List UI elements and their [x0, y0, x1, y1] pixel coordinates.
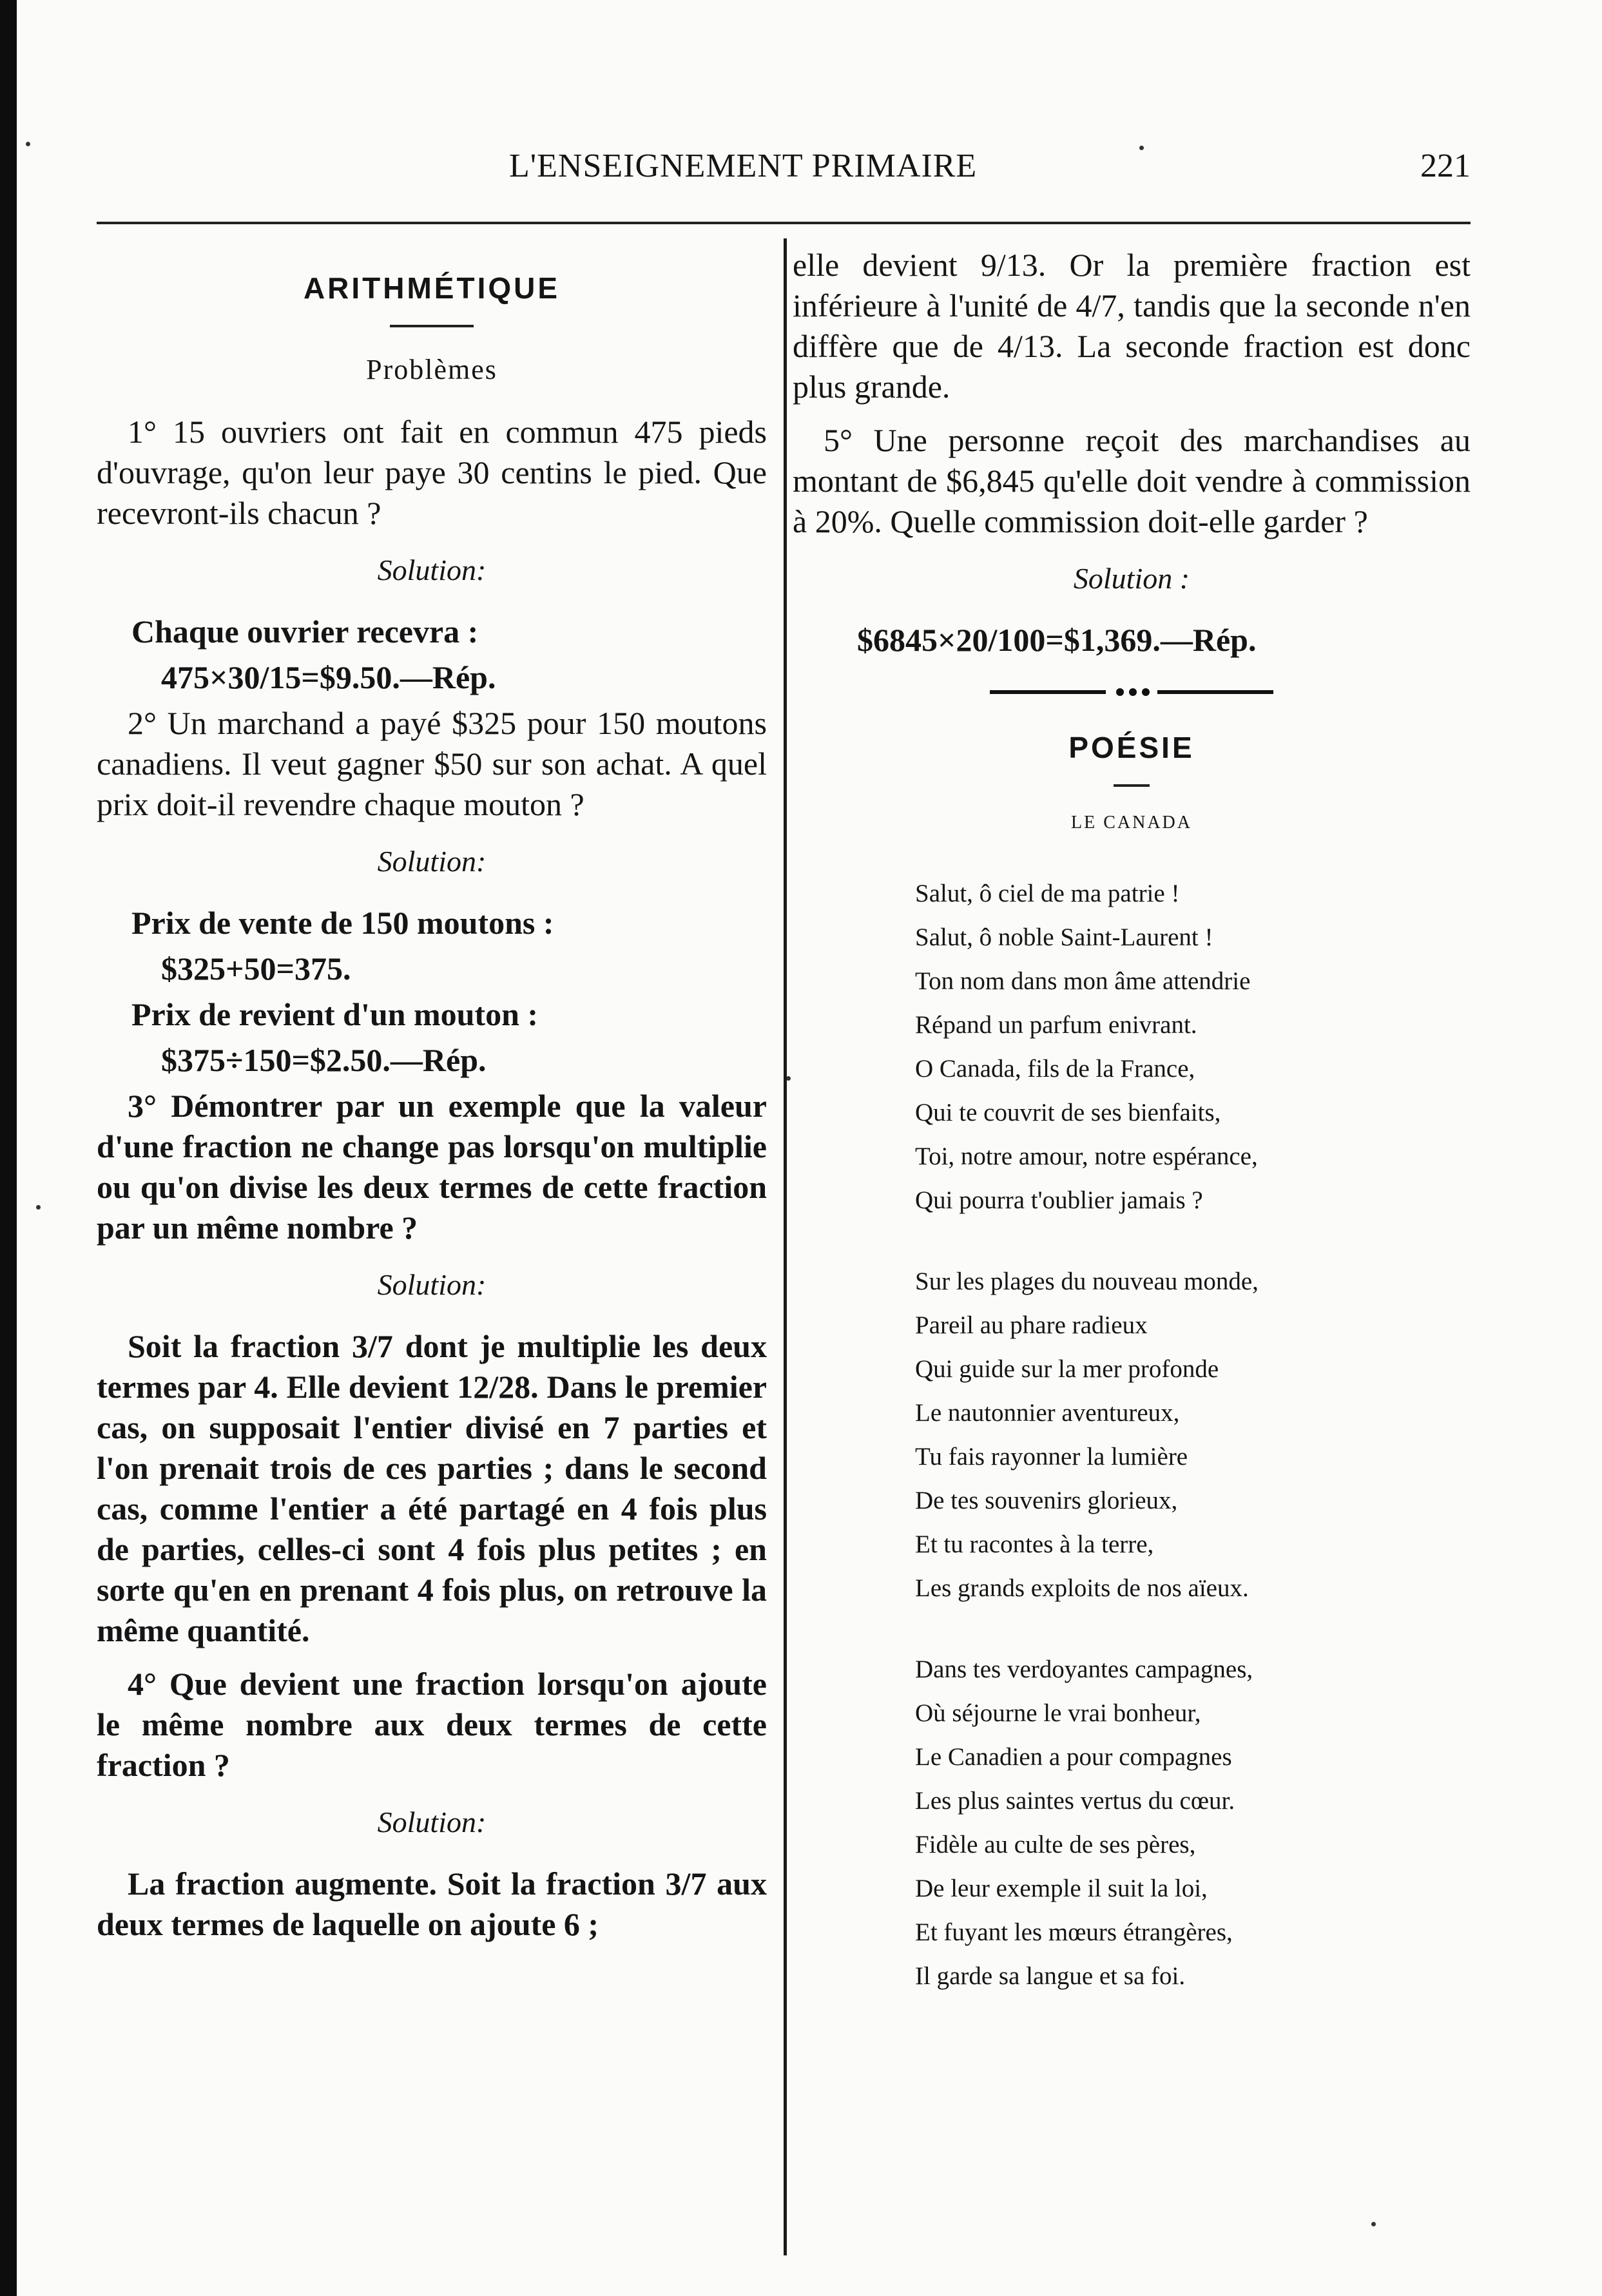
verse: Qui pourra t'oublier jamais ?	[915, 1186, 1203, 1214]
solution-2-line-1: Prix de vente de 150 moutons :	[131, 905, 554, 941]
verse: O Canada, fils de la France,	[915, 1055, 1195, 1083]
verse: Le Canadien a pour compagnes	[915, 1743, 1232, 1771]
print-speck	[1371, 2222, 1376, 2226]
verse: Qui te couvrit de ses bienfaits,	[915, 1099, 1221, 1126]
verse: De leur exemple il suit la loi,	[915, 1875, 1208, 1902]
verse: Ton nom dans mon âme attendrie	[915, 967, 1251, 995]
title-rule	[1114, 784, 1150, 787]
solution-3-label: Solution:	[377, 1268, 487, 1301]
solution-4-label: Solution:	[377, 1806, 487, 1838]
verse: De tes souvenirs glorieux,	[915, 1487, 1178, 1514]
verse: Qui guide sur la mer profonde	[915, 1355, 1219, 1383]
solution-2-label: Solution:	[377, 845, 487, 878]
verse: Et tu racontes à la terre,	[915, 1530, 1154, 1558]
page-number: 221	[1420, 148, 1471, 184]
print-speck	[36, 1205, 41, 1210]
poem-title: LE CANADA	[1071, 813, 1192, 833]
verse: Dans tes verdoyantes campagnes,	[915, 1655, 1253, 1683]
problem-3: 3° Démontrer par un exemple que la valeur d'une fraction ne change pas lorsqu'on multiplie ou qu'on divise les deux termes de cette fraction par un même nombre ?	[97, 1088, 767, 1246]
section-title-poesie: POÉSIE	[1068, 731, 1195, 764]
solution-3-text: Soit la fraction 3/7 dont je multiplie les deux termes par 4. Elle devient 12/28. Dans le premier cas, on supposait l'entier divisé en 7 parties et l'on prenait trois de ces parties ; dans le second cas, comme l'entier a été partagé en 4 fois plus de parties, celles-ci sont 4 fois plus petites ; en sorte qu'en en prenant 4 fois plus, on retrouve la même quantité.	[97, 1328, 767, 1648]
problem-1: 1° 15 ouvriers ont fait en commun 475 pieds d'ouvrage, qu'on leur paye 30 centins le pied. Que recevront-ils chacun ?	[97, 414, 767, 531]
print-speck	[26, 142, 30, 146]
solution-4-text: La fraction augmente. Soit la fraction 3/7 aux deux termes de laquelle on ajoute 6 ;	[97, 1866, 767, 1942]
verse: Il garde sa langue et sa foi.	[915, 1962, 1186, 1990]
page-header	[97, 147, 1471, 192]
verse: Répand un parfum enivrant.	[915, 1011, 1197, 1039]
left-column	[97, 245, 767, 1958]
verse: Sur les plages du nouveau monde,	[915, 1268, 1259, 1295]
solution-5-equation: $6845×20/100=$1,369.—Rép.	[857, 622, 1257, 658]
title-rule	[390, 325, 474, 327]
verse: Et fuyant les mœurs étrangères,	[915, 1918, 1233, 1946]
stanza-3	[915, 1648, 1471, 1998]
solution-1-text: Chaque ouvrier recevra :	[131, 613, 479, 650]
solution-1-equation: 475×30/15=$9.50.—Rép.	[161, 659, 496, 695]
verse: Salut, ô ciel de ma patrie !	[915, 880, 1180, 907]
verse: Toi, notre amour, notre espérance,	[915, 1143, 1258, 1170]
verse: Salut, ô noble Saint-Laurent !	[915, 923, 1213, 951]
right-column	[793, 245, 1471, 2036]
solution-2-line-2: Prix de revient d'un mouton :	[131, 996, 539, 1032]
problem-4: 4° Que devient une fraction lorsqu'on ajoute le même nombre aux deux termes de cette fraction ?	[97, 1666, 767, 1783]
page-binding-edge	[0, 0, 17, 2296]
verse: Où séjourne le vrai bonheur,	[915, 1699, 1201, 1727]
verse: Fidèle au culte de ses pères,	[915, 1831, 1196, 1858]
verse: Les plus saintes vertus du cœur.	[915, 1787, 1235, 1815]
verse: Pareil au phare radieux	[915, 1311, 1148, 1339]
solution-5-label: Solution :	[1073, 562, 1190, 595]
solution-2-equation-1: $325+50=375.	[161, 950, 351, 987]
stanza-1	[915, 872, 1471, 1222]
solution-1-label: Solution:	[377, 554, 487, 586]
section-title-arithmetique: ARITHMÉTIQUE	[303, 271, 561, 305]
verse: Tu fais rayonner la lumière	[915, 1443, 1188, 1471]
verse: Les grands exploits de nos aïeux.	[915, 1574, 1249, 1602]
column-divider	[784, 238, 787, 2255]
problem-5: 5° Une personne reçoit des marchandises au montant de $6,845 qu'elle doit vendre à commission à 20%. Quelle commission doit-elle garder ?	[793, 422, 1471, 539]
verse: Le nautonnier aventureux,	[915, 1399, 1180, 1427]
problem-2: 2° Un marchand a payé $325 pour 150 moutons canadiens. Il veut gagner $50 sur son achat. A quel prix doit-il revendre chaque mouton ?	[97, 705, 767, 822]
solution-4-continuation: elle devient 9/13. Or la première fraction est inférieure à l'unité de 4/7, tandis que la seconde n'en diffère que de 4/13. La seconde fraction est donc plus grande.	[793, 247, 1471, 405]
stanza-2	[915, 1260, 1471, 1610]
header-rule	[97, 222, 1471, 224]
running-title: L'ENSEIGNEMENT PRIMAIRE	[509, 148, 978, 184]
print-speck	[786, 1076, 791, 1081]
subtitle-problemes: Problèmes	[366, 354, 497, 385]
solution-2-equation-2: $375÷150=$2.50.—Rép.	[161, 1042, 487, 1078]
section-ornament	[990, 682, 1273, 702]
